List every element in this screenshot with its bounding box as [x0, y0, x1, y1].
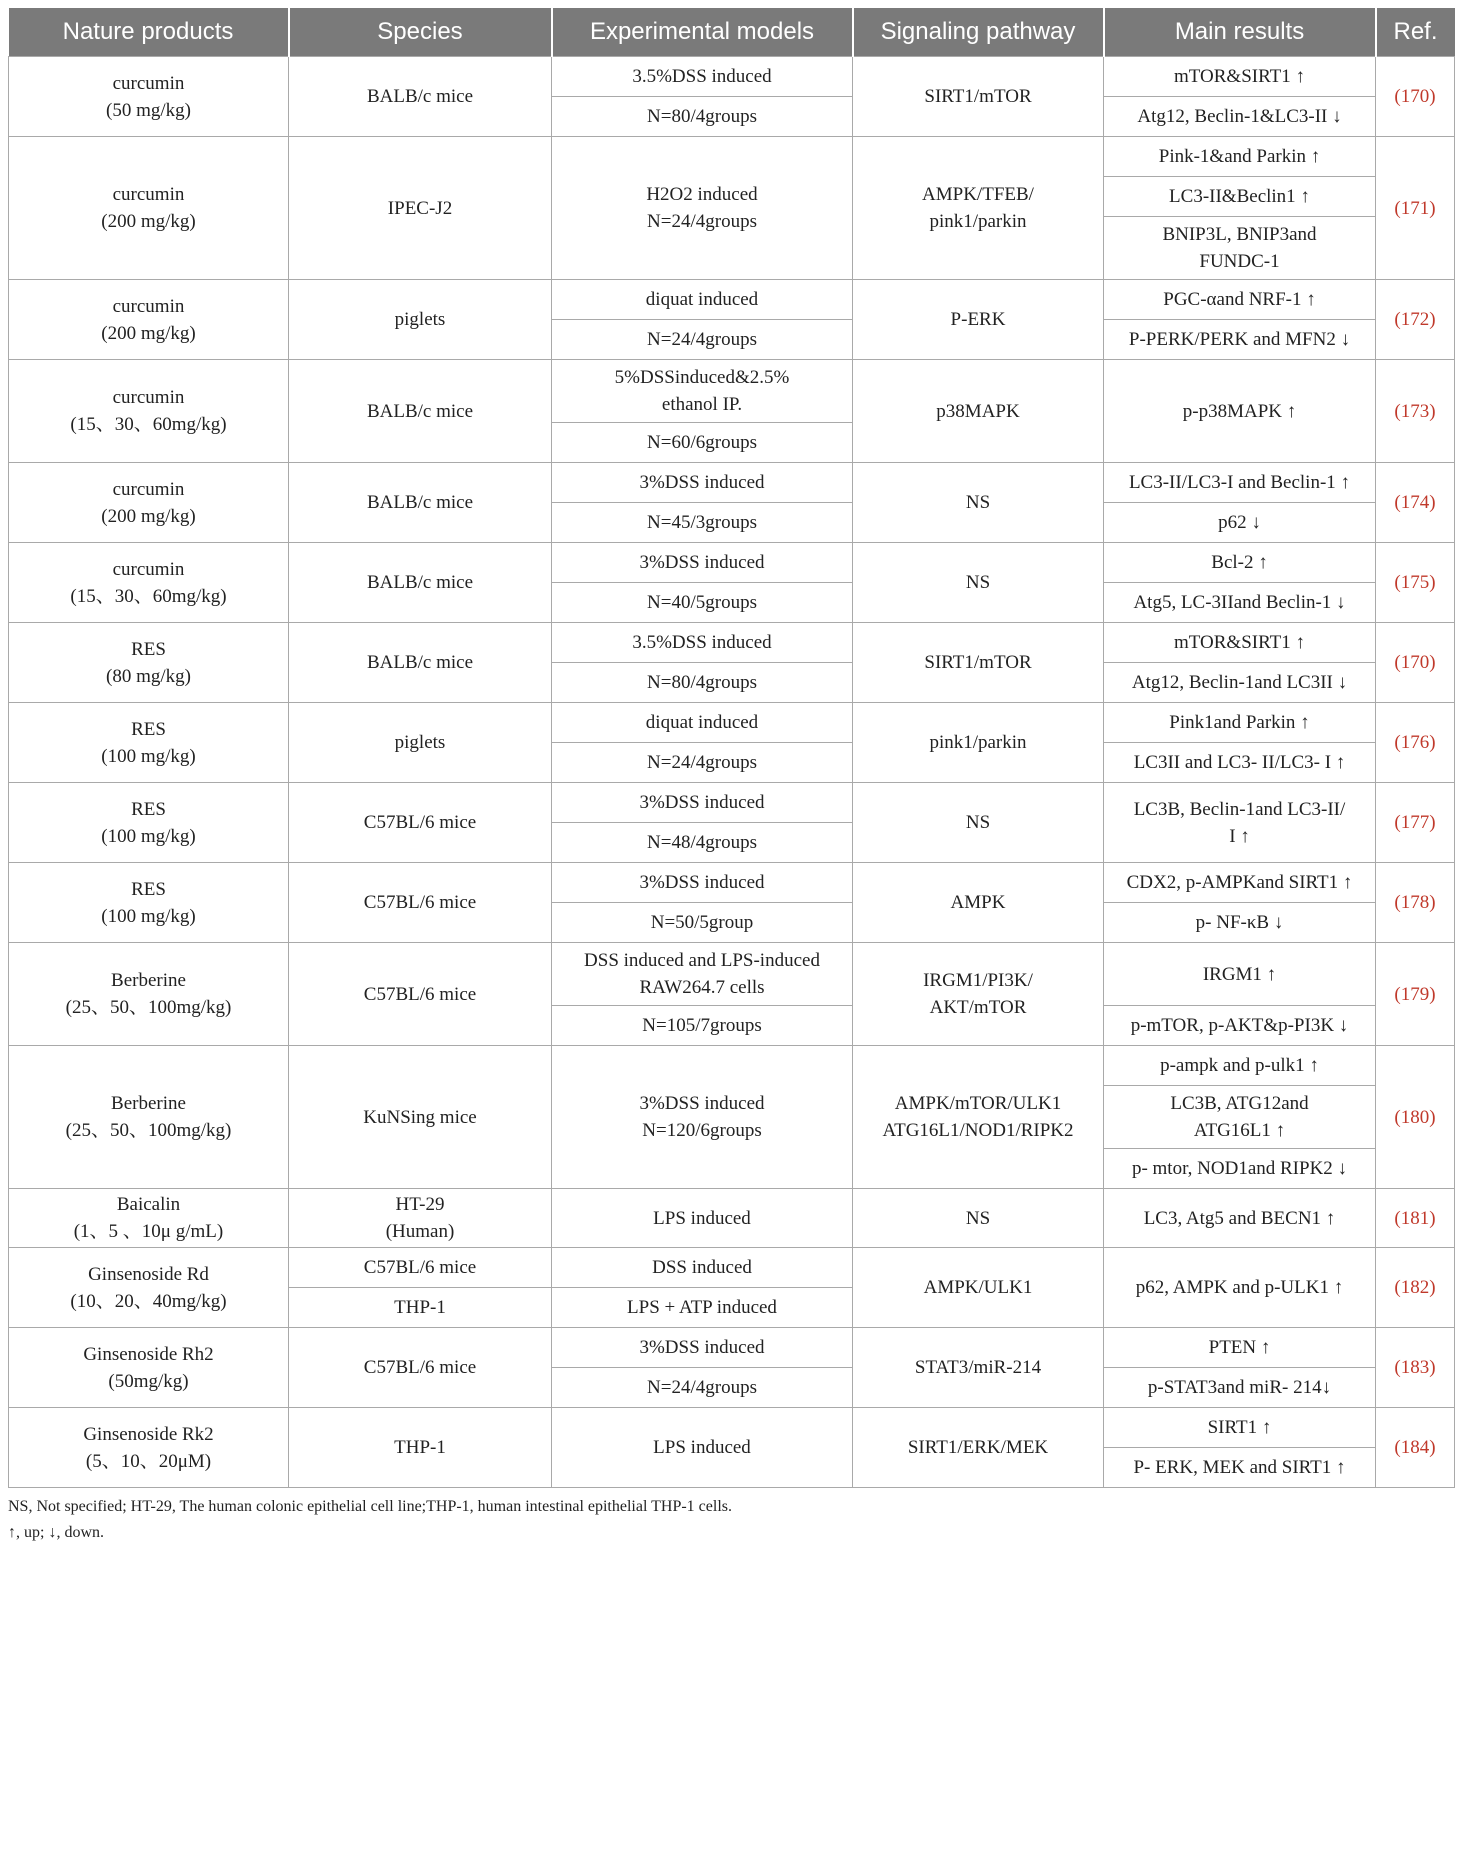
table-row	[9, 1408, 1455, 1448]
cell-species	[289, 1408, 552, 1488]
cell-signaling-pathway	[853, 137, 1104, 280]
table-row	[9, 783, 1455, 823]
cell-nature-product	[9, 943, 289, 1046]
cell-main-result	[1104, 1328, 1376, 1368]
cell-nature-product	[9, 360, 289, 463]
cell-line: Baicalin	[116, 1194, 181, 1215]
cell-line: (15、30、60mg/kg)	[70, 414, 227, 435]
cell-line: 3.5%DSS induced	[632, 66, 772, 87]
cell-line: RES	[131, 718, 166, 740]
cell-line: IRGM1 ↑	[1202, 963, 1277, 985]
cell-nature-product	[9, 863, 289, 943]
header-experimental-models: Experimental models	[552, 8, 853, 57]
cell-line: pink1/parkin	[929, 211, 1027, 232]
cell-species	[289, 1248, 552, 1288]
cell-line: NS	[965, 1207, 991, 1229]
cell-line: NS	[965, 812, 991, 833]
cell-line: AMPK/TFEB/	[922, 184, 1034, 205]
cell-signaling-pathway	[853, 1328, 1104, 1408]
cell-experimental-model	[552, 1368, 853, 1408]
cell-main-result	[1104, 863, 1376, 903]
cell-experimental-model	[552, 360, 853, 423]
cell-line: mTOR&SIRT1 ↑	[1174, 632, 1305, 653]
cell-nature-product	[9, 703, 289, 783]
cell-species	[289, 280, 552, 360]
cell-main-result	[1104, 1448, 1376, 1488]
cell-line: N=24/4groups	[647, 211, 757, 232]
cell-line: N=105/7groups	[642, 1015, 762, 1036]
cell-main-result	[1104, 1189, 1376, 1248]
cell-line: 3%DSS induced	[639, 792, 765, 813]
cell-line: (25、50、100mg/kg)	[65, 1120, 232, 1141]
cell-experimental-model	[552, 320, 853, 360]
cell-signaling-pathway	[853, 360, 1104, 463]
cell-line: 5%DSSinduced&2.5%	[614, 367, 790, 388]
cell-line: SIRT1 ↑	[1207, 1417, 1272, 1438]
cell-line: AKT/mTOR	[929, 997, 1027, 1018]
cell-line: SIRT1/mTOR	[924, 86, 1032, 107]
cell-line: N=24/4groups	[647, 329, 757, 350]
cell-line: NS	[965, 572, 991, 593]
cell-main-result	[1104, 543, 1376, 583]
cell-main-result	[1104, 623, 1376, 663]
cell-signaling-pathway	[853, 943, 1104, 1046]
table-row	[9, 137, 1455, 177]
cell-experimental-model	[552, 783, 853, 823]
cell-signaling-pathway	[853, 463, 1104, 543]
cell-line: P-ERK	[950, 309, 1006, 330]
cell-nature-product	[9, 280, 289, 360]
table-row	[9, 863, 1455, 903]
cell-experimental-model	[552, 1288, 853, 1328]
cell-line: 3%DSS induced	[639, 1337, 765, 1358]
cell-main-result	[1104, 463, 1376, 503]
cell-ref-link[interactable]: (184)	[1376, 1408, 1455, 1488]
cell-line: (100 mg/kg)	[101, 905, 196, 927]
cell-main-result	[1104, 177, 1376, 217]
cell-main-result	[1104, 583, 1376, 623]
cell-line: Ginsenoside Rd	[88, 1263, 209, 1285]
header-species: Species	[289, 8, 552, 57]
cell-line: LC3B, ATG12and	[1170, 1093, 1309, 1114]
cell-signaling-pathway	[853, 280, 1104, 360]
cell-main-result	[1104, 703, 1376, 743]
data-table	[8, 8, 1455, 1488]
cell-line: LC3, Atg5 and BECN1 ↑	[1143, 1207, 1336, 1229]
cell-ref-link[interactable]: (182)	[1376, 1248, 1455, 1328]
cell-experimental-model	[552, 1046, 853, 1189]
cell-line: AMPK/ULK1	[923, 1277, 1033, 1298]
cell-main-result	[1104, 137, 1376, 177]
table-row	[9, 280, 1455, 320]
cell-line: BALB/c mice	[366, 86, 474, 107]
cell-line: 3%DSS induced	[639, 472, 765, 493]
cell-line: 3%DSS induced	[639, 1093, 765, 1114]
cell-line: P- ERK, MEK and SIRT1 ↑	[1133, 1457, 1346, 1478]
cell-line: N=120/6groups	[642, 1120, 762, 1141]
cell-main-result	[1104, 943, 1376, 1006]
cell-line: curcumin	[112, 72, 185, 94]
cell-experimental-model	[552, 97, 853, 137]
cell-experimental-model	[552, 1248, 853, 1288]
cell-line: 3%DSS induced	[639, 552, 765, 573]
header-main-results: Main results	[1104, 8, 1376, 57]
cell-line: (15、30、60mg/kg)	[70, 585, 227, 607]
cell-line: p- NF-κB ↓	[1195, 912, 1284, 933]
cell-line: N=50/5group	[650, 912, 754, 933]
cell-line: (25、50、100mg/kg)	[65, 997, 232, 1018]
cell-line: Berberine	[111, 970, 186, 991]
cell-main-result	[1104, 1248, 1376, 1328]
cell-line: BALB/c mice	[366, 492, 474, 513]
cell-line: C57BL/6 mice	[363, 892, 477, 913]
cell-line: p62 ↓	[1218, 512, 1261, 533]
cell-line: BALB/c mice	[366, 400, 474, 422]
cell-line: (10、20、40mg/kg)	[70, 1290, 227, 1312]
cell-line: THP-1	[394, 1297, 446, 1318]
cell-signaling-pathway	[853, 543, 1104, 623]
table-row	[9, 1046, 1455, 1086]
cell-experimental-model	[552, 703, 853, 743]
cell-nature-product	[9, 623, 289, 703]
header-ref: Ref.	[1376, 8, 1455, 57]
header-nature-products: Nature products	[9, 8, 289, 57]
cell-line: Atg5, LC-3IIand Beclin-1 ↓	[1133, 592, 1346, 613]
cell-line: p-p38MAPK ↑	[1182, 400, 1297, 422]
cell-line: N=80/4groups	[647, 672, 757, 693]
cell-signaling-pathway	[853, 623, 1104, 703]
table-row	[9, 1328, 1455, 1368]
cell-line: C57BL/6 mice	[363, 983, 477, 1005]
cell-main-result	[1104, 1408, 1376, 1448]
cell-line: LPS + ATP induced	[627, 1297, 777, 1318]
cell-species	[289, 623, 552, 703]
table-row	[9, 543, 1455, 583]
cell-experimental-model	[552, 583, 853, 623]
cell-line: p-mTOR, p-AKT&p-PI3K ↓	[1130, 1015, 1349, 1036]
cell-line: (Human)	[385, 1221, 455, 1242]
cell-nature-product	[9, 1408, 289, 1488]
cell-ref-link[interactable]: (170)	[1376, 57, 1455, 137]
cell-species	[289, 1288, 552, 1328]
cell-line: LPS induced	[653, 1207, 751, 1229]
cell-line: LC3-II&Beclin1 ↑	[1169, 186, 1310, 207]
cell-line: piglets	[394, 309, 446, 330]
cell-signaling-pathway	[853, 1248, 1104, 1328]
cell-species	[289, 137, 552, 280]
cell-line: (50mg/kg)	[108, 1370, 189, 1392]
cell-line: P-PERK/PERK and MFN2 ↓	[1128, 329, 1351, 350]
cell-experimental-model	[552, 543, 853, 583]
cell-line: C57BL/6 mice	[363, 1257, 477, 1278]
cell-ref-link[interactable]: (174)	[1376, 463, 1455, 543]
cell-line: STAT3/miR-214	[914, 1357, 1042, 1378]
cell-line: LPS induced	[653, 1437, 751, 1458]
cell-line: LC3-II/LC3-I and Beclin-1 ↑	[1128, 472, 1351, 493]
cell-experimental-model	[552, 903, 853, 943]
cell-line: 3%DSS induced	[639, 872, 765, 893]
cell-main-result	[1104, 1006, 1376, 1046]
cell-line: IPEC-J2	[387, 197, 453, 219]
cell-species	[289, 783, 552, 863]
cell-line: curcumin	[112, 295, 185, 317]
cell-line: RES	[131, 798, 166, 820]
cell-line: RAW264.7 cells	[639, 977, 765, 998]
cell-species	[289, 1189, 552, 1248]
cell-ref-link[interactable]: (177)	[1376, 783, 1455, 863]
cell-line: SIRT1/mTOR	[924, 652, 1032, 673]
cell-line: LC3II and LC3- II/LC3- I ↑	[1133, 752, 1346, 773]
footnote-abbreviations: NS, Not specified; HT-29, The human colonic epithelial cell line;THP-1, human intestinal epithelial THP-1 cells.	[8, 1498, 732, 1515]
cell-main-result	[1104, 743, 1376, 783]
cell-main-result	[1104, 503, 1376, 543]
cell-ref-link[interactable]: (172)	[1376, 280, 1455, 360]
cell-main-result	[1104, 360, 1376, 463]
cell-species	[289, 943, 552, 1046]
cell-line: p-ampk and p-ulk1 ↑	[1160, 1055, 1319, 1076]
cell-signaling-pathway	[853, 1408, 1104, 1488]
cell-line: mTOR&SIRT1 ↑	[1174, 66, 1305, 87]
cell-line: ATG16L1 ↑	[1193, 1120, 1286, 1141]
cell-line: HT-29	[395, 1194, 445, 1215]
cell-main-result	[1104, 1368, 1376, 1408]
cell-ref-link[interactable]: (176)	[1376, 703, 1455, 783]
cell-line: I ↑	[1229, 825, 1250, 847]
cell-signaling-pathway	[853, 57, 1104, 137]
cell-line: PTEN ↑	[1208, 1337, 1271, 1358]
table-footnotes	[8, 1494, 1454, 1546]
cell-line: PGC-αand NRF-1 ↑	[1163, 289, 1316, 310]
header-signaling-pathway: Signaling pathway	[853, 8, 1104, 57]
cell-species	[289, 463, 552, 543]
table-row	[9, 360, 1455, 423]
cell-species	[289, 703, 552, 783]
cell-signaling-pathway	[853, 1046, 1104, 1189]
cell-line: N=40/5groups	[647, 592, 757, 613]
cell-experimental-model	[552, 280, 853, 320]
cell-line: BNIP3L, BNIP3and	[1162, 224, 1317, 245]
table-body	[9, 57, 1455, 1488]
cell-ref-link[interactable]: (179)	[1376, 943, 1455, 1046]
cell-line: (80 mg/kg)	[106, 665, 191, 687]
cell-line: Berberine	[111, 1093, 186, 1114]
cell-main-result	[1104, 1046, 1376, 1086]
cell-ref-link[interactable]: (173)	[1376, 360, 1455, 463]
cell-line: DSS induced	[652, 1257, 752, 1278]
cell-experimental-model	[552, 57, 853, 97]
cell-line: (1、5 、10μ g/mL)	[73, 1221, 224, 1242]
cell-line: CDX2, p-AMPKand SIRT1 ↑	[1126, 872, 1353, 893]
cell-nature-product	[9, 1189, 289, 1248]
cell-line: AMPK/mTOR/ULK1	[894, 1093, 1062, 1114]
cell-line: KuNSing mice	[363, 1106, 477, 1128]
cell-line: Ginsenoside Rh2	[83, 1343, 214, 1365]
footnote-arrows: ↑, up; ↓, down.	[8, 1524, 104, 1541]
cell-line: Atg12, Beclin-1and LC3II ↓	[1131, 672, 1348, 693]
cell-nature-product	[9, 57, 289, 137]
cell-line: curcumin	[112, 478, 185, 500]
cell-line: diquat induced	[645, 289, 759, 310]
cell-main-result	[1104, 217, 1376, 280]
cell-line: Atg12, Beclin-1&LC3-II ↓	[1137, 106, 1342, 127]
cell-signaling-pathway	[853, 783, 1104, 863]
cell-line: (50 mg/kg)	[106, 99, 191, 121]
cell-line: (200 mg/kg)	[101, 211, 196, 232]
cell-line: (5、10、20μM)	[85, 1450, 212, 1472]
cell-signaling-pathway	[853, 863, 1104, 943]
cell-nature-product	[9, 1046, 289, 1189]
cell-ref-link[interactable]: (183)	[1376, 1328, 1455, 1408]
cell-line: curcumin	[112, 387, 185, 408]
table-row	[9, 1189, 1455, 1248]
cell-main-result	[1104, 903, 1376, 943]
cell-ref-link[interactable]: (180)	[1376, 1046, 1455, 1189]
cell-line: 3.5%DSS induced	[632, 632, 772, 653]
cell-experimental-model	[552, 1006, 853, 1046]
cell-main-result	[1104, 320, 1376, 360]
cell-line: p-STAT3and miR- 214↓	[1147, 1377, 1332, 1398]
cell-line: AMPK	[950, 892, 1006, 913]
cell-line: BALB/c mice	[366, 652, 474, 673]
cell-line: N=24/4groups	[647, 1377, 757, 1398]
cell-line: H2O2 induced	[646, 184, 758, 205]
cell-line: N=48/4groups	[647, 832, 757, 853]
table-row	[9, 57, 1455, 97]
cell-experimental-model	[552, 743, 853, 783]
cell-experimental-model	[552, 1408, 853, 1488]
cell-ref-link[interactable]: (171)	[1376, 137, 1455, 280]
cell-experimental-model	[552, 663, 853, 703]
cell-line: piglets	[394, 732, 446, 753]
cell-experimental-model	[552, 943, 853, 1006]
cell-line: RES	[131, 878, 166, 900]
cell-signaling-pathway	[853, 1189, 1104, 1248]
table-row	[9, 943, 1455, 1006]
cell-main-result	[1104, 1149, 1376, 1189]
cell-line: THP-1	[394, 1437, 446, 1458]
cell-line: (200 mg/kg)	[101, 322, 196, 344]
cell-line: NS	[965, 492, 991, 513]
cell-experimental-model	[552, 863, 853, 903]
cell-line: C57BL/6 mice	[363, 812, 477, 833]
cell-species	[289, 1046, 552, 1189]
cell-experimental-model	[552, 1328, 853, 1368]
cell-line: DSS induced and LPS-induced	[584, 950, 820, 971]
table-row	[9, 623, 1455, 663]
cell-main-result	[1104, 663, 1376, 703]
cell-nature-product	[9, 543, 289, 623]
cell-line: ATG16L1/NOD1/RIPK2	[882, 1120, 1074, 1141]
cell-line: (100 mg/kg)	[101, 825, 196, 847]
cell-ref-link[interactable]: (178)	[1376, 863, 1455, 943]
cell-experimental-model	[552, 503, 853, 543]
header-row	[9, 8, 1455, 57]
cell-species	[289, 360, 552, 463]
table-container	[8, 8, 1454, 1546]
cell-line: Bcl-2 ↑	[1211, 552, 1268, 573]
cell-ref-link[interactable]: (170)	[1376, 623, 1455, 703]
cell-line: BALB/c mice	[366, 572, 474, 593]
cell-species	[289, 863, 552, 943]
cell-line: (200 mg/kg)	[101, 505, 196, 527]
table-row	[9, 1248, 1455, 1288]
cell-main-result	[1104, 280, 1376, 320]
cell-line: N=60/6groups	[647, 432, 757, 453]
cell-line: FUNDC-1	[1199, 251, 1280, 272]
cell-line: (100 mg/kg)	[101, 745, 196, 767]
cell-main-result	[1104, 783, 1376, 863]
cell-line: p- mtor, NOD1and RIPK2 ↓	[1131, 1158, 1348, 1179]
cell-line: p38MAPK	[936, 400, 1020, 422]
cell-experimental-model	[552, 137, 853, 280]
cell-signaling-pathway	[853, 703, 1104, 783]
cell-line: Pink-1&and Parkin ↑	[1158, 146, 1321, 167]
cell-line: SIRT1/ERK/MEK	[907, 1437, 1049, 1458]
cell-nature-product	[9, 137, 289, 280]
table-row	[9, 463, 1455, 503]
cell-ref-link[interactable]: (175)	[1376, 543, 1455, 623]
cell-line: Pink1and Parkin ↑	[1169, 712, 1310, 733]
cell-line: pink1/parkin	[929, 732, 1027, 753]
cell-species	[289, 1328, 552, 1408]
cell-line: p62, AMPK and p-ULK1 ↑	[1135, 1277, 1344, 1298]
cell-nature-product	[9, 463, 289, 543]
cell-line: N=80/4groups	[647, 106, 757, 127]
cell-line: curcumin	[112, 558, 185, 580]
table-row	[9, 703, 1455, 743]
cell-line: ethanol IP.	[661, 394, 743, 415]
cell-nature-product	[9, 1328, 289, 1408]
cell-experimental-model	[552, 823, 853, 863]
cell-line: C57BL/6 mice	[363, 1357, 477, 1378]
cell-main-result	[1104, 57, 1376, 97]
cell-ref-link[interactable]: (181)	[1376, 1189, 1455, 1248]
cell-line: diquat induced	[645, 712, 759, 733]
cell-line: N=24/4groups	[647, 752, 757, 773]
cell-main-result	[1104, 1086, 1376, 1149]
cell-species	[289, 57, 552, 137]
cell-experimental-model	[552, 623, 853, 663]
cell-line: N=45/3groups	[647, 512, 757, 533]
cell-line: LC3B, Beclin-1and LC3-II/	[1133, 798, 1346, 820]
cell-main-result	[1104, 97, 1376, 137]
cell-nature-product	[9, 1248, 289, 1328]
cell-experimental-model	[552, 1189, 853, 1248]
cell-line: curcumin	[112, 184, 185, 205]
cell-species	[289, 543, 552, 623]
cell-nature-product	[9, 783, 289, 863]
cell-experimental-model	[552, 423, 853, 463]
cell-experimental-model	[552, 463, 853, 503]
cell-line: IRGM1/PI3K/	[923, 970, 1033, 991]
cell-line: Ginsenoside Rk2	[83, 1423, 214, 1445]
cell-line: RES	[131, 638, 166, 660]
